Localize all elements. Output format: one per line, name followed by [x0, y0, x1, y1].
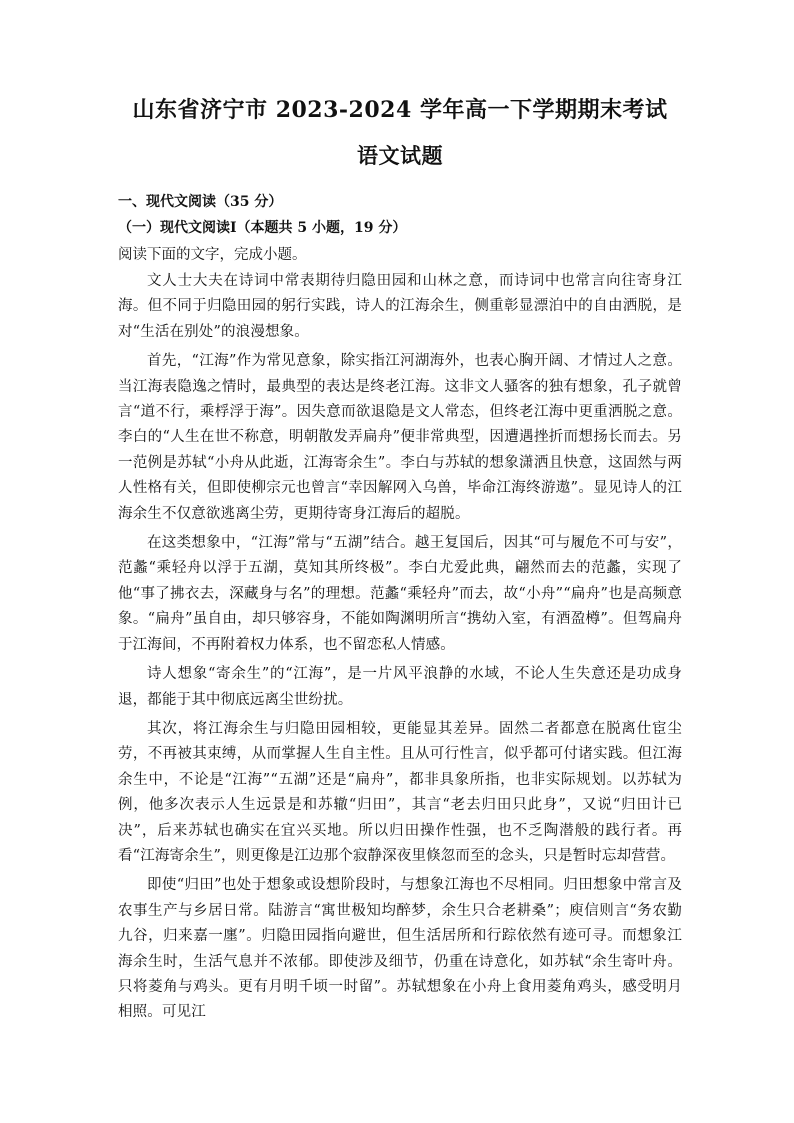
paragraph-1: 文人士大夫在诗词中常表期待归隐田园和山林之意，而诗词中也常言向往寄身江海。但不同于归隐田园的躬行实践，诗人的江海余生，侧重彰显漂泊中的自由洒脱，是对“生活在别处”的浪漫想象。 — [118, 273, 682, 340]
reading-instruction: 阅读下面的文字，完成小题。 — [118, 247, 307, 263]
document-title: 山东省济宁市 2023-2024 学年高一下学期期末考试 — [132, 97, 668, 123]
subsection-heading: （一）现代文阅读Ⅰ（本题共 5 小题，19 分） — [118, 220, 407, 236]
document-subtitle: 语文试题 — [357, 143, 443, 168]
paragraph-3: 在这类想象中，“江海”常与“五湖”结合。越王复国后，因其“可与履危不可与安”，范蠡“乘轻舟以浮于五湖，莫知其所终极”。李白尤爱此典，翩然而去的范蠡，实现了他“事了拂衣去，深藏身与名”的理想。范蠡“乘轻舟”而去，故“小舟”“扁舟”也是高频意象。“扁舟”虽自由，却只够容身，不能如陶渊明所言“携幼入室，有酒盈樽”。但驾扁舟于江海间，不再附着权力体系，也不留恋私人情感。 — [118, 535, 682, 653]
paragraph-6: 即使“归田”也处于想象或设想阶段时，与想象江海也不尽相同。归田想象中常言及农事生产与乡居日常。陆游言“寓世极知均醉梦，余生只合老耕桑”；庾信则言“务农勤九谷，归来嘉一廛”。归隐田园指向避世，但生活居所和行踪依然有迹可寻。而想象江海余生时，生活气息并不浓郁。即使涉及细节，仍重在诗意化，如苏轼“余生寄叶舟。只将菱角与鸡头。更有月明千顷一时留”。苏轼想象在小舟上食用菱角鸡头，感受明月相照。可见江 — [118, 877, 682, 1021]
section-heading: 一、现代文阅读（35 分） — [118, 194, 283, 210]
paragraph-2: 首先，“江海”作为常见意象，除实指江河湖海外，也表心胸开阔、才情过人之意。当江海表隐逸之情时，最典型的表达是终老江海。这非文人骚客的独有想象，孔子就曾言“道不行，乘桴浮于海”。因失意而欲退隐是文人常态，但终老江海中更重洒脱之意。李白的“人生在世不称意，明朝散发弄扁舟”便非常典型，因遭遇挫折而想扬长而去。另一范例是苏轼“小舟从此逝，江海寄余生”。李白与苏轼的想象潇洒且快意，这固然与两人性格有关，但即使柳宗元也曾言“幸因解网入乌兽，毕命江海终游遨”。显见诗人的江海余生不仅意欲逃离尘劳，更期待寄身江海后的超脱。 — [118, 353, 682, 522]
paragraph-5: 其次，将江海余生与归隐田园相较，更能显其差异。固然二者都意在脱离仕宦尘劳，不再被其束缚，从而掌握人生自主性。且从可行性言，似乎都可付诸实践。但江海余生中，不论是“江海”“五湖”还是“扁舟”，都非具象所指，也非实际规划。以苏轼为例，他多次表示人生远景是和苏辙“归田”，其言“老去归田只此身”，又说“归田计已决”，后来苏轼也确实在宜兴买地。所以归田操作性强，也不乏陶潜般的践行者。再看“江海寄余生”，则更像是江边那个寂静深夜里倏忽而至的念头，只是暂时忘却营营。 — [118, 720, 682, 864]
paragraph-4: 诗人想象“寄余生”的“江海”，是一片风平浪静的水域，不论人生失意还是功成身退，都能于其中彻底远离尘世纷扰。 — [118, 666, 682, 708]
